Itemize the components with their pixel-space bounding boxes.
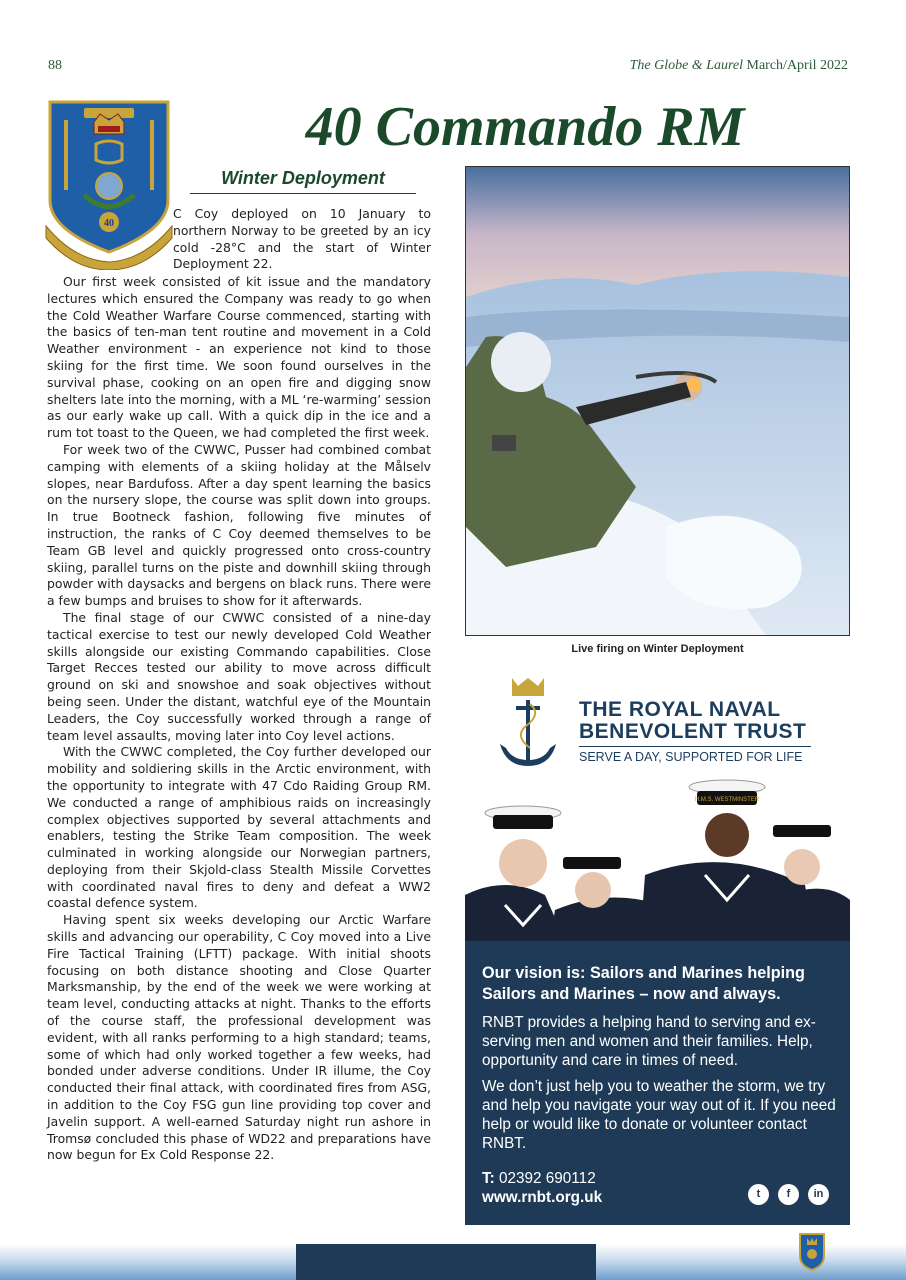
live-firing-photo [465, 166, 850, 636]
article-paragraph: For week two of the CWWC, Pusser had combined combat camping with elements of a skiing holiday at the Målselv slopes, near Bardufoss. After a day spent learning the basics on the nursery slope, the course was split down into groups. In true Bootneck fashion, following five minutes of instruction, the ranks of C Coy deemed themselves to be Team GB level and quickly progressed onto cross-country skiing, parallel turns on the piste and downhill skiing through powder with daysacks and bergens on black runs. There were a few bumps and bruises to show for it afterwards. [47, 441, 431, 609]
rnbt-telephone [482, 1170, 596, 1188]
magazine-name: The Globe & Laurel [629, 58, 744, 73]
tel-label: T: [482, 1170, 495, 1187]
page-number: 88 [48, 58, 62, 73]
sailors-photo [465, 775, 850, 941]
linkedin-icon[interactable]: in [808, 1184, 829, 1205]
article-body [47, 274, 431, 1164]
svg-text:40: 40 [104, 218, 114, 229]
rnbt-divider [579, 746, 811, 747]
article-intro: C Coy deployed on 10 January to northern Norway to be greeted by an icy cold -28°C and the start of Winter Deployment 22. [173, 206, 431, 272]
issue-date: March/April 2022 [746, 58, 848, 73]
rnbt-tagline: SERVE A DAY, SUPPORTED FOR LIFE [579, 750, 803, 764]
facebook-icon[interactable]: f [778, 1184, 799, 1205]
rnbt-title-line1: THE ROYAL NAVAL [579, 698, 781, 721]
rnbt-vision: Our vision is: Sailors and Marines helping Sailors and Marines – now and always. [482, 964, 805, 1003]
photo-caption: Live firing on Winter Deployment [571, 643, 744, 655]
footer-crest-icon [798, 1232, 826, 1272]
article-subheading: Winter Deployment [190, 168, 416, 194]
anchor-crown-logo-icon [496, 674, 560, 774]
footer-dark-block [296, 1244, 596, 1280]
tel-number: 02392 690112 [499, 1170, 596, 1187]
running-header [630, 58, 848, 74]
commando-crest-icon [44, 100, 174, 270]
article-title: 40 Commando RM [305, 96, 745, 158]
rnbt-title-line2: BENEVOLENT TRUST [579, 720, 807, 743]
svg-text:H.M.S. WESTMINSTER: H.M.S. WESTMINSTER [694, 797, 760, 803]
twitter-icon[interactable]: t [748, 1184, 769, 1205]
rnbt-paragraph: RNBT provides a helping hand to serving and ex-serving men and women and their families. Help, opportunity and care in times of need. [482, 1014, 816, 1069]
article-paragraph: With the CWWC completed, the Coy further developed our mobility and soldiering skills in the Arctic environment, with the opportunity to integrate with 47 Cdo Raiding Group RM. We conducted a range of amphibious raids on increasingly complex objectives supported by several attachments and enablers, testing the Strike Team composition. The week culminated in working alongside our Norwegian partners, deploying from their Skjold-class Stealth Missile Corvettes with coordinated naval fires to deny and defeat a WW2 coastal defence system. [47, 744, 431, 911]
article-paragraph: Having spent six weeks developing our Arctic Warfare skills and advancing our operability, C Coy moved into a Live Fire Tactical Training (LFTT) package. With initial shoots focusing on both distance shooting and Close Quarter Marksmanship, by the end of the week we were working at team level, conducting attacks at night. Thanks to the efforts of the course staff, the professional development was evident, with all ranks performing to a high standard; teams, some of which had only worked together a few weeks, had bonded under adverse conditions. Under IR illume, the Coy conducted their final attack, with coordinated fires from ASG, in addition to the Coy FSG gun line providing top cover and Javelin support. A well-earned Saturday night run ashore in Tromsø concluded this phase of WD22 and preparations have now begun for Ex Cold Response 22. [47, 912, 431, 1163]
article-paragraph: The final stage of our CWWC consisted of a nine-day tactical exercise to test our newly developed Cold Weather skills alongside our existing Commando capabilities. Close Target Recces tested our ability to move across difficult ground on ski and snowshoe and soak objectives without being seen. Under the distant, watchful eye of the Mountain Leaders, the Coy successfully worked through a range of team level assaults, moving later into Coy level actions. [47, 609, 431, 743]
rnbt-website[interactable]: www.rnbt.org.uk [482, 1189, 603, 1206]
article-paragraph: Our first week consisted of kit issue and the mandatory lectures which ensured the Company was ready to go when the Cold Weather Warfare Course commenced, starting with the basics of ten-man tent routine and movement in a Cold Weather environment - an experience not kind to those skiing for the first time. We soon found ourselves in the survival phase, cooking on an open fire and digging snow shelters late into the morning, with a ML ‘re-warming’ session as our early wake up call. With a quick dip in the ice and a rum tot toast to the Queen, we had completed the first week. [47, 274, 431, 441]
rnbt-paragraph: We don’t just help you to weather the storm, we try and help you navigate your way out of it. If you need help or would like to donate or volunteer contact RNBT. [482, 1078, 836, 1152]
rnbt-info-panel [465, 941, 850, 1225]
